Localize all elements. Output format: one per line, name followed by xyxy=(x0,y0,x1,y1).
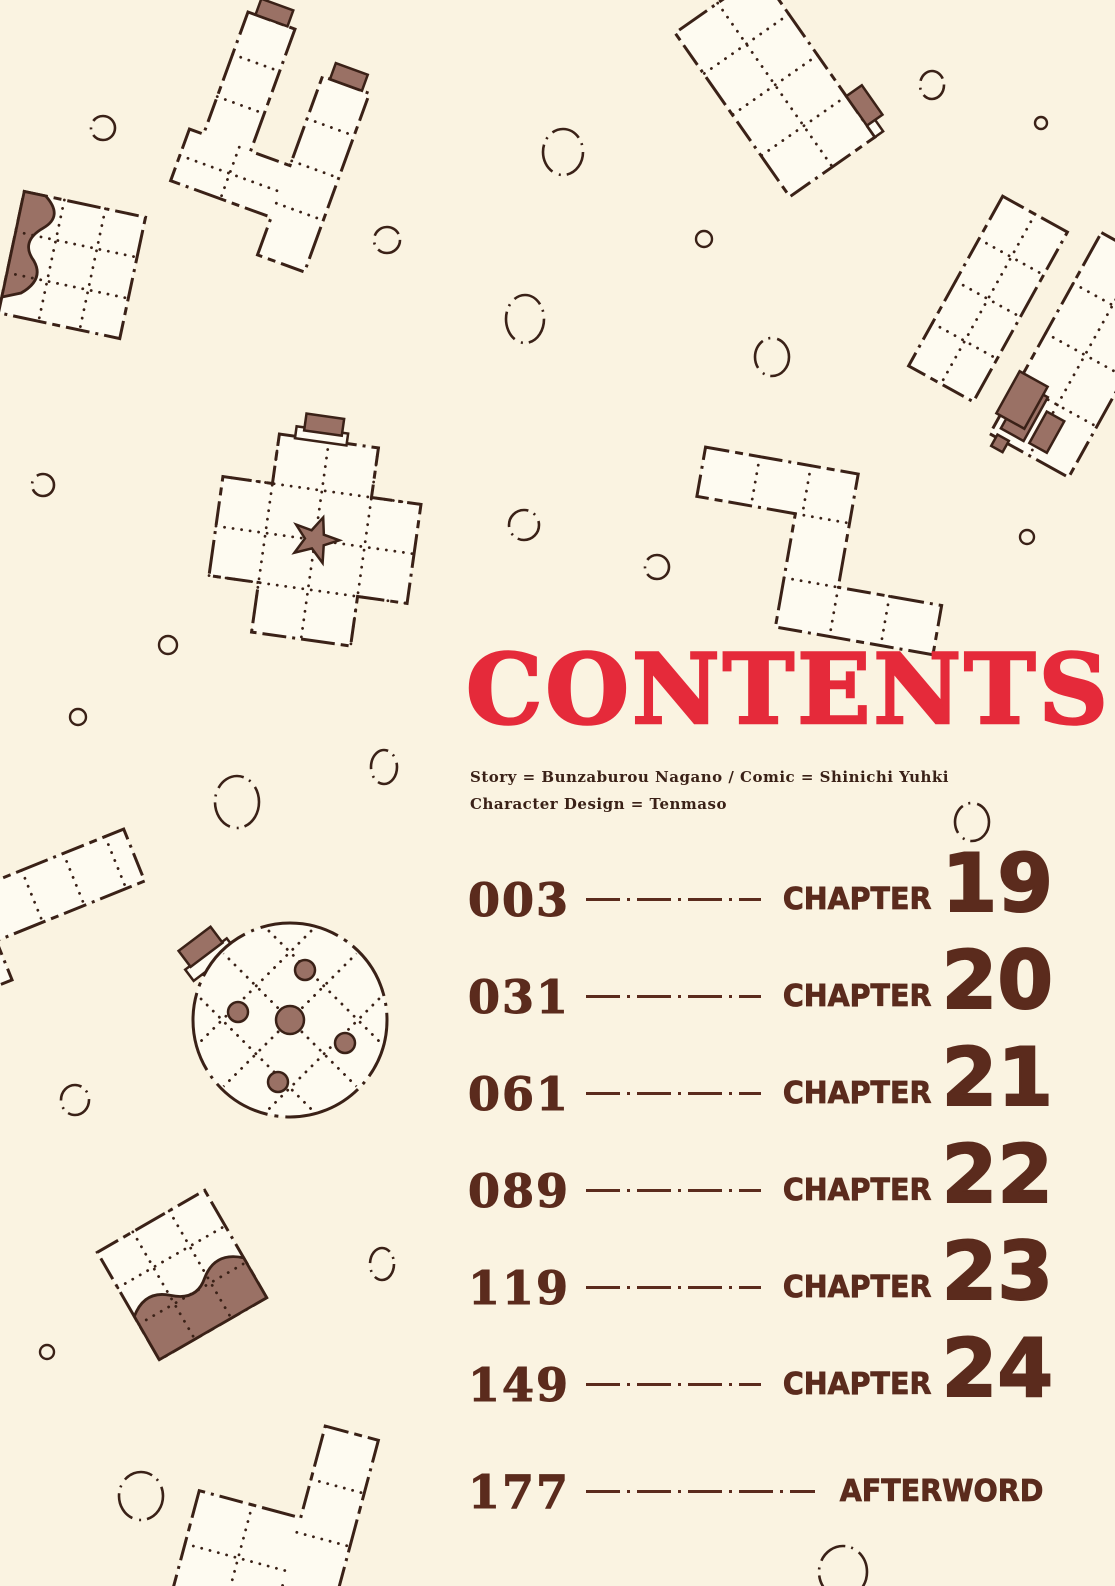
chapter-number: 23 xyxy=(941,1224,1053,1318)
page-number: 089 xyxy=(468,1163,571,1218)
chapter-label: CHAPTER xyxy=(783,1173,932,1208)
chapter-label: CHAPTER xyxy=(783,1076,932,1111)
table-of-contents xyxy=(468,836,1053,1540)
chapter-label: AFTERWORD xyxy=(839,1474,1043,1509)
cross-floorplan-star-icon xyxy=(202,403,431,653)
twin-buildings-bridge-floorplan-icon xyxy=(909,196,1115,486)
toc-row-chapter-24 xyxy=(468,1321,1053,1433)
credits xyxy=(470,764,949,818)
leader-line xyxy=(586,1092,761,1095)
page-number: 031 xyxy=(468,969,571,1024)
chapter-number: 20 xyxy=(941,933,1053,1027)
chapter-label: CHAPTER xyxy=(783,979,932,1014)
tilted-hall-floorplan-icon xyxy=(675,0,890,197)
page-number: 177 xyxy=(468,1464,571,1519)
leader-line xyxy=(586,1383,761,1386)
chapter-number: 19 xyxy=(941,836,1053,930)
l-shaped-floorplan-icon xyxy=(158,1399,379,1586)
page-number: 119 xyxy=(468,1260,571,1315)
page-number: 149 xyxy=(468,1357,571,1412)
chapter-number: 24 xyxy=(941,1321,1053,1415)
chapter-label: CHAPTER xyxy=(783,882,932,917)
page-number: 003 xyxy=(468,872,571,927)
leader-line xyxy=(586,1189,761,1192)
leader-line xyxy=(586,995,761,998)
zigzag-floorplan-icon xyxy=(677,447,962,655)
chapter-number: 21 xyxy=(941,1030,1053,1124)
chapter-label: CHAPTER xyxy=(783,1367,932,1402)
square-floorplan-blob-left-icon xyxy=(0,191,146,338)
credits-line-2: Character Design = Tenmaso xyxy=(470,795,727,813)
leader-line xyxy=(586,898,761,901)
toc-row-afterword xyxy=(468,1443,1053,1540)
page-number: 061 xyxy=(468,1066,571,1121)
chapter-label: CHAPTER xyxy=(783,1270,932,1305)
leader-line xyxy=(586,1490,815,1493)
round-floorplan-pillars-icon xyxy=(156,886,425,1155)
leader-line xyxy=(586,1286,761,1289)
square-floorplan-blob-bottom-icon xyxy=(97,1190,266,1359)
credits-line-1: Story = Bunzaburou Nagano / Comic = Shinichi Yuhki xyxy=(470,768,949,786)
u-shaped-floorplan-icon xyxy=(157,0,387,272)
corridor-bar-floorplan-icon xyxy=(0,829,160,993)
chapter-number: 22 xyxy=(941,1127,1053,1221)
page-title: CONTENTS xyxy=(466,633,1111,746)
